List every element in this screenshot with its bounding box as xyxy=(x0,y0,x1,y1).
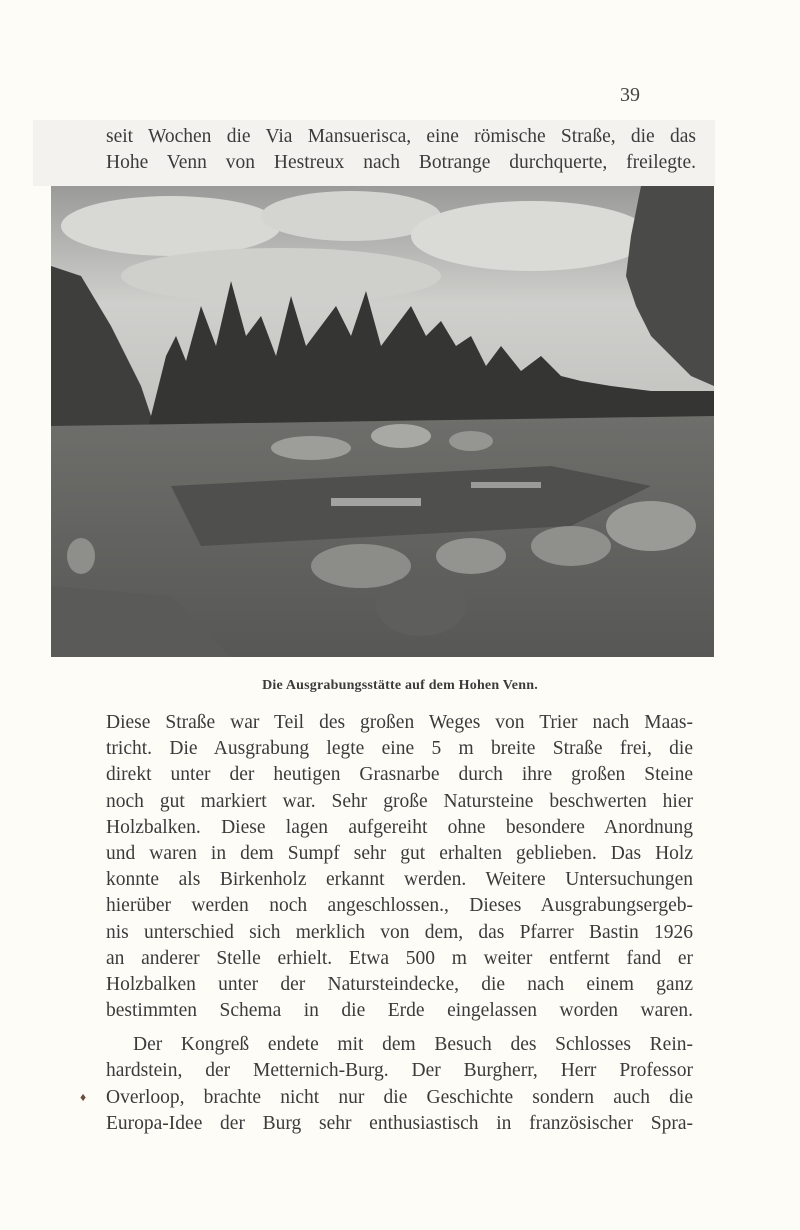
page-number: 39 xyxy=(620,84,640,106)
text-line: bestimmten Schema in die Erde eingelassen worden waren. xyxy=(106,1000,693,1022)
text-line: Der Kongreß endete mit dem Besuch des Schlosses Rein- xyxy=(133,1034,693,1056)
text-line: nis unterschied sich merklich von dem, das Pfarrer Bastin 1926 xyxy=(106,921,693,943)
text-line: Overloop, brachte nicht nur die Geschichte sondern auch die xyxy=(106,1086,693,1108)
top-paragraph xyxy=(106,124,696,176)
text-line: an anderer Stelle erhielt. Etwa 500 m weiter entfernt fand er xyxy=(106,947,693,969)
margin-marker-icon: ♦ xyxy=(80,1090,87,1104)
text-line: hierüber werden noch angeschlossen., Dieses Ausgrabungsergeb- xyxy=(106,895,693,917)
excavation-photo xyxy=(51,186,714,657)
figure-caption: Die Ausgrabungsstätte auf dem Hohen Venn. xyxy=(262,678,538,693)
text-line: konnte als Birkenholz erkannt werden. Weitere Untersuchungen xyxy=(106,869,693,891)
paragraph-2 xyxy=(106,1032,693,1137)
text-line: tricht. Die Ausgrabung legte eine 5 m breite Straße frei, die xyxy=(106,738,693,760)
text-line: direkt unter der heutigen Grasnarbe durch ihre großen Steine xyxy=(106,764,693,786)
text-line: Hohe Venn von Hestreux nach Botrange durchquerte, freilegte. xyxy=(106,152,696,173)
text-line: und waren in dem Sumpf sehr gut erhalten geblieben. Das Holz xyxy=(106,842,693,864)
text-line: Europa-Idee der Burg sehr enthusiastisch in französischer Spra- xyxy=(106,1112,693,1134)
text-line: noch gut markiert war. Sehr große Natursteine beschwerten hier xyxy=(106,790,693,812)
text-line: hardstein, der Metternich-Burg. Der Burgherr, Herr Professor xyxy=(106,1060,693,1082)
text-line: Diese Straße war Teil des großen Weges von Trier nach Maas- xyxy=(106,712,693,733)
text-line: Holzbalken. Diese lagen aufgereiht ohne besondere Anordnung xyxy=(106,816,693,838)
paragraph-gap xyxy=(106,1024,693,1032)
paragraph-1 xyxy=(106,710,693,1024)
text-line: Holzbalken unter der Natursteindecke, die nach einem ganz xyxy=(106,973,693,995)
body-text xyxy=(106,710,693,1137)
text-line: seit Wochen die Via Mansuerisca, eine römische Straße, die das xyxy=(106,126,696,147)
